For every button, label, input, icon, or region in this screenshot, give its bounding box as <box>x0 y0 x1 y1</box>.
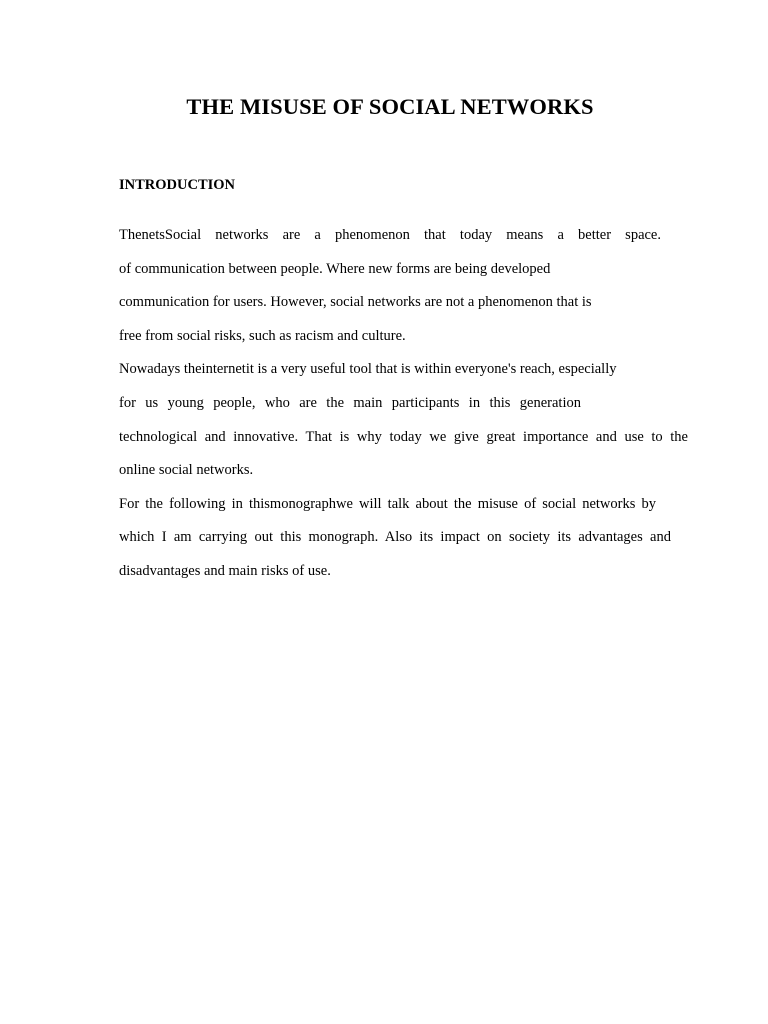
body-text-line: for us young people, who are the main participants in this generation <box>119 394 581 411</box>
body-text-line: online social networks. <box>119 462 254 479</box>
body-text-line: disadvantages and main risks of use. <box>119 562 331 579</box>
body-text-line: which I am carrying out this monograph. Also its impact on society its advantages and <box>119 529 671 546</box>
section-heading-introduction: INTRODUCTION <box>119 177 236 193</box>
body-text-line: free from social risks, such as racism and culture. <box>119 327 406 344</box>
body-text-line: For the following in thismonographwe will talk about the misuse of social networks by <box>119 495 656 512</box>
body-text-line: Nowadays theinternetit is a very useful tool that is within everyone's reach, especially <box>119 361 617 378</box>
body-text-line: communication for users. However, social networks are not a phenomenon that is <box>119 294 592 311</box>
document-title: THE MISUSE OF SOCIAL NETWORKS <box>186 94 594 119</box>
body-text-line: of communication between people. Where new forms are being developed <box>119 260 551 277</box>
introduction-paragraphs <box>119 219 688 589</box>
body-text-line: ThenetsSocial networks are a phenomenon that today means a better space. <box>119 227 661 243</box>
body-text-line: technological and innovative. That is why today we give great importance and use to the <box>119 428 688 445</box>
